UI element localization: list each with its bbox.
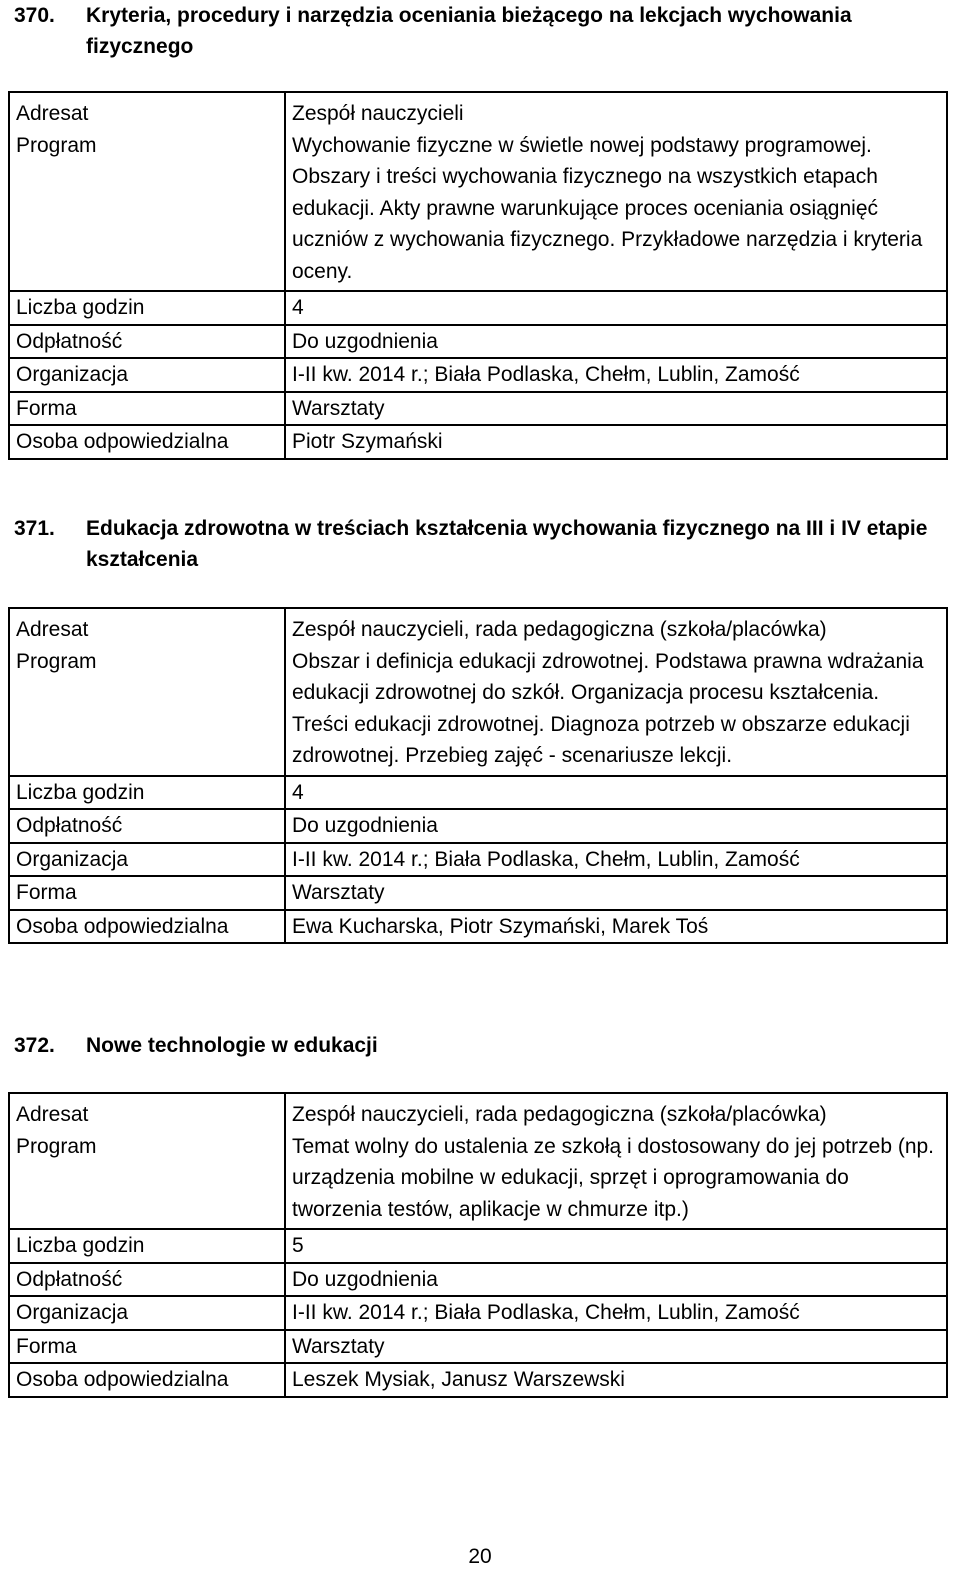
table-row — [9, 1296, 947, 1330]
label-forma: Forma — [9, 1330, 285, 1364]
table-row — [9, 809, 947, 843]
label-osoba-odpowiedzialna: Osoba odpowiedzialna — [9, 1363, 285, 1397]
table-row — [9, 1093, 947, 1229]
section-heading — [14, 0, 954, 62]
label-adresat: Adresat — [16, 618, 89, 641]
label-odplatnosc: Odpłatność — [9, 809, 285, 843]
section-372 — [14, 1030, 954, 1061]
label-adresat: Adresat — [16, 102, 89, 125]
label-organizacja: Organizacja — [9, 1296, 285, 1330]
table-row — [9, 92, 947, 291]
section-number: 372. — [14, 1034, 55, 1057]
table-row — [9, 1263, 947, 1297]
label-odplatnosc: Odpłatność — [9, 325, 285, 359]
value-program: Wychowanie fizyczne w świetle nowej podstawy programowej. Obszary i treści wychowania fizycznego na wszystkich etapach edukacji. Akty prawne warunkujące proces oceniania osiągnięć uczniów z wychowania fizycznego. Przykładowe narzędzia i kryteria oceny. — [292, 133, 923, 283]
label-organizacja: Organizacja — [9, 358, 285, 392]
value-program: Temat wolny do ustalenia ze szkołą i dostosowany do jej potrzeb (np. urządzenia mobilne w edukacji, sprzęt i oprogramowania do tworzenia testów, aplikacje w chmurze itp.) — [292, 1134, 935, 1221]
section-heading — [14, 513, 954, 575]
value-osoba-odpowiedzialna: Leszek Mysiak, Janusz Warszewski — [285, 1363, 947, 1397]
info-table-371 — [8, 607, 948, 944]
label-program: Program — [16, 649, 97, 673]
value-adresat: Zespół nauczycieli — [292, 102, 464, 125]
value-adresat: Zespół nauczycieli, rada pedagogiczna (szkoła/placówka) — [292, 1103, 827, 1126]
label-liczba-godzin: Liczba godzin — [9, 1229, 285, 1263]
section-title: Kryteria, procedury i narzędzia oceniania bieżącego na lekcjach wychowania fizycznego — [86, 4, 852, 58]
label-adresat: Adresat — [16, 1103, 89, 1126]
value-odplatnosc: Do uzgodnienia — [285, 325, 947, 359]
value-osoba-odpowiedzialna: Ewa Kucharska, Piotr Szymański, Marek Toś — [285, 910, 947, 944]
label-odplatnosc: Odpłatność — [9, 1263, 285, 1297]
value-forma: Warsztaty — [285, 1330, 947, 1364]
label-osoba-odpowiedzialna: Osoba odpowiedzialna — [9, 425, 285, 459]
table-row — [9, 1363, 947, 1397]
value-cell — [285, 92, 947, 291]
value-odplatnosc: Do uzgodnienia — [285, 1263, 947, 1297]
value-organizacja: I-II kw. 2014 r.; Biała Podlaska, Chełm, Lublin, Zamość — [285, 1296, 947, 1330]
value-cell — [285, 608, 947, 776]
value-osoba-odpowiedzialna: Piotr Szymański — [285, 425, 947, 459]
value-cell — [285, 1093, 947, 1229]
label-cell — [9, 1093, 285, 1229]
table-row — [9, 843, 947, 877]
label-forma: Forma — [9, 876, 285, 910]
page-number: 20 — [468, 1545, 492, 1568]
section-number: 371. — [14, 517, 55, 540]
section-heading — [14, 1030, 954, 1061]
label-cell — [9, 92, 285, 291]
info-table-370 — [8, 91, 948, 460]
label-liczba-godzin: Liczba godzin — [9, 776, 285, 810]
value-organizacja: I-II kw. 2014 r.; Biała Podlaska, Chełm, Lublin, Zamość — [285, 358, 947, 392]
value-liczba-godzin: 4 — [285, 776, 947, 810]
label-organizacja: Organizacja — [9, 843, 285, 877]
label-program: Program — [16, 133, 97, 157]
label-osoba-odpowiedzialna: Osoba odpowiedzialna — [9, 910, 285, 944]
table-row — [9, 608, 947, 776]
table-row — [9, 325, 947, 359]
label-program: Program — [16, 1134, 97, 1158]
table-row — [9, 291, 947, 325]
table-row — [9, 910, 947, 944]
value-forma: Warsztaty — [285, 392, 947, 426]
section-number: 370. — [14, 4, 55, 27]
section-title: Nowe technologie w edukacji — [86, 1034, 378, 1057]
value-liczba-godzin: 4 — [285, 291, 947, 325]
table-row — [9, 776, 947, 810]
label-cell — [9, 608, 285, 776]
section-371 — [14, 513, 954, 575]
table-row — [9, 358, 947, 392]
label-liczba-godzin: Liczba godzin — [9, 291, 285, 325]
value-liczba-godzin: 5 — [285, 1229, 947, 1263]
table-row — [9, 425, 947, 459]
info-table-372 — [8, 1092, 948, 1398]
value-odplatnosc: Do uzgodnienia — [285, 809, 947, 843]
label-forma: Forma — [9, 392, 285, 426]
value-forma: Warsztaty — [285, 876, 947, 910]
table-row — [9, 392, 947, 426]
section-title: Edukacja zdrowotna w treściach kształcenia wychowania fizycznego na III i IV etapie kształcenia — [86, 517, 928, 571]
value-program: Obszar i definicja edukacji zdrowotnej. Podstawa prawna wdrażania edukacji zdrowotnej do szkół. Organizacja procesu kształcenia. Treści edukacji zdrowotnej. Diagnoza potrzeb w obszarze edukacji zdrowotnej. Przebieg zajęć - scenariusze lekcji. — [292, 649, 924, 767]
value-organizacja: I-II kw. 2014 r.; Biała Podlaska, Chełm, Lublin, Zamość — [285, 843, 947, 877]
table-row — [9, 1229, 947, 1263]
value-adresat: Zespół nauczycieli, rada pedagogiczna (szkoła/placówka) — [292, 618, 827, 641]
table-row — [9, 876, 947, 910]
table-row — [9, 1330, 947, 1364]
section-370 — [14, 0, 954, 62]
